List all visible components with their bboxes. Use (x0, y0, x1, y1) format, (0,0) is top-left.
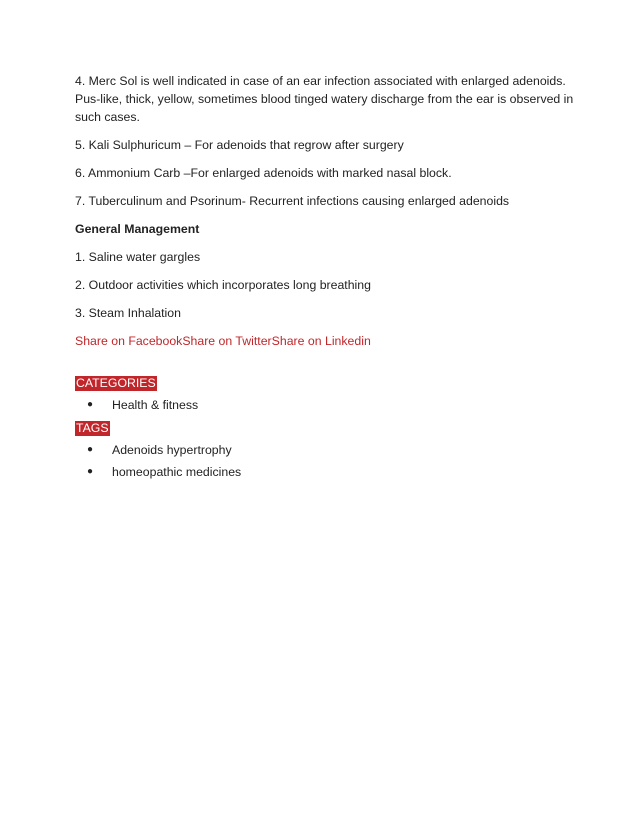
management-item-1: 1. Saline water gargles (75, 250, 201, 264)
share-linkedin-link[interactable]: Share on Linkedin (271, 334, 371, 348)
bullet-icon: ● (87, 399, 94, 410)
paragraph-ammonium-carb: 6. Ammonium Carb –For enlarged adenoids with marked nasal block. (75, 166, 452, 180)
management-item-3: 3. Steam Inhalation (75, 306, 181, 320)
document-page (75, 72, 575, 485)
tags-list (75, 441, 575, 481)
tags-section (75, 419, 575, 481)
management-heading: General Management (75, 222, 200, 236)
share-facebook-link[interactable]: Share on Facebook (75, 334, 183, 348)
categories-list (75, 396, 575, 414)
paragraph-merc-sol: 4. Merc Sol is well indicated in case of an ear infection associated with enlarged adenoids. Pus-like, thick, yellow, sometimes blood tinged watery discharge from the ear is observed in such cases. (75, 74, 574, 124)
management-item-2: 2. Outdoor activities which incorporates long breathing (75, 278, 371, 292)
paragraph-tuberculinum: 7. Tuberculinum and Psorinum- Recurrent infections causing enlarged adenoids (75, 194, 510, 208)
category-item[interactable] (87, 396, 575, 414)
paragraph-kali-sulphuricum: 5. Kali Sulphuricum – For adenoids that regrow after surgery (75, 138, 404, 152)
share-twitter-link[interactable]: Share on Twitter (182, 334, 272, 348)
share-links (75, 332, 575, 350)
tag-item[interactable] (87, 463, 575, 481)
tag-item[interactable] (87, 441, 575, 459)
tags-label: TAGS (76, 421, 109, 435)
category-item-label: Health & fitness (112, 398, 199, 412)
categories-section (75, 374, 575, 414)
bullet-icon: ● (87, 444, 94, 455)
bullet-icon: ● (87, 466, 94, 477)
tag-item-label: Adenoids hypertrophy (112, 443, 232, 457)
tag-item-label: homeopathic medicines (112, 465, 242, 479)
categories-label: CATEGORIES (76, 376, 156, 390)
